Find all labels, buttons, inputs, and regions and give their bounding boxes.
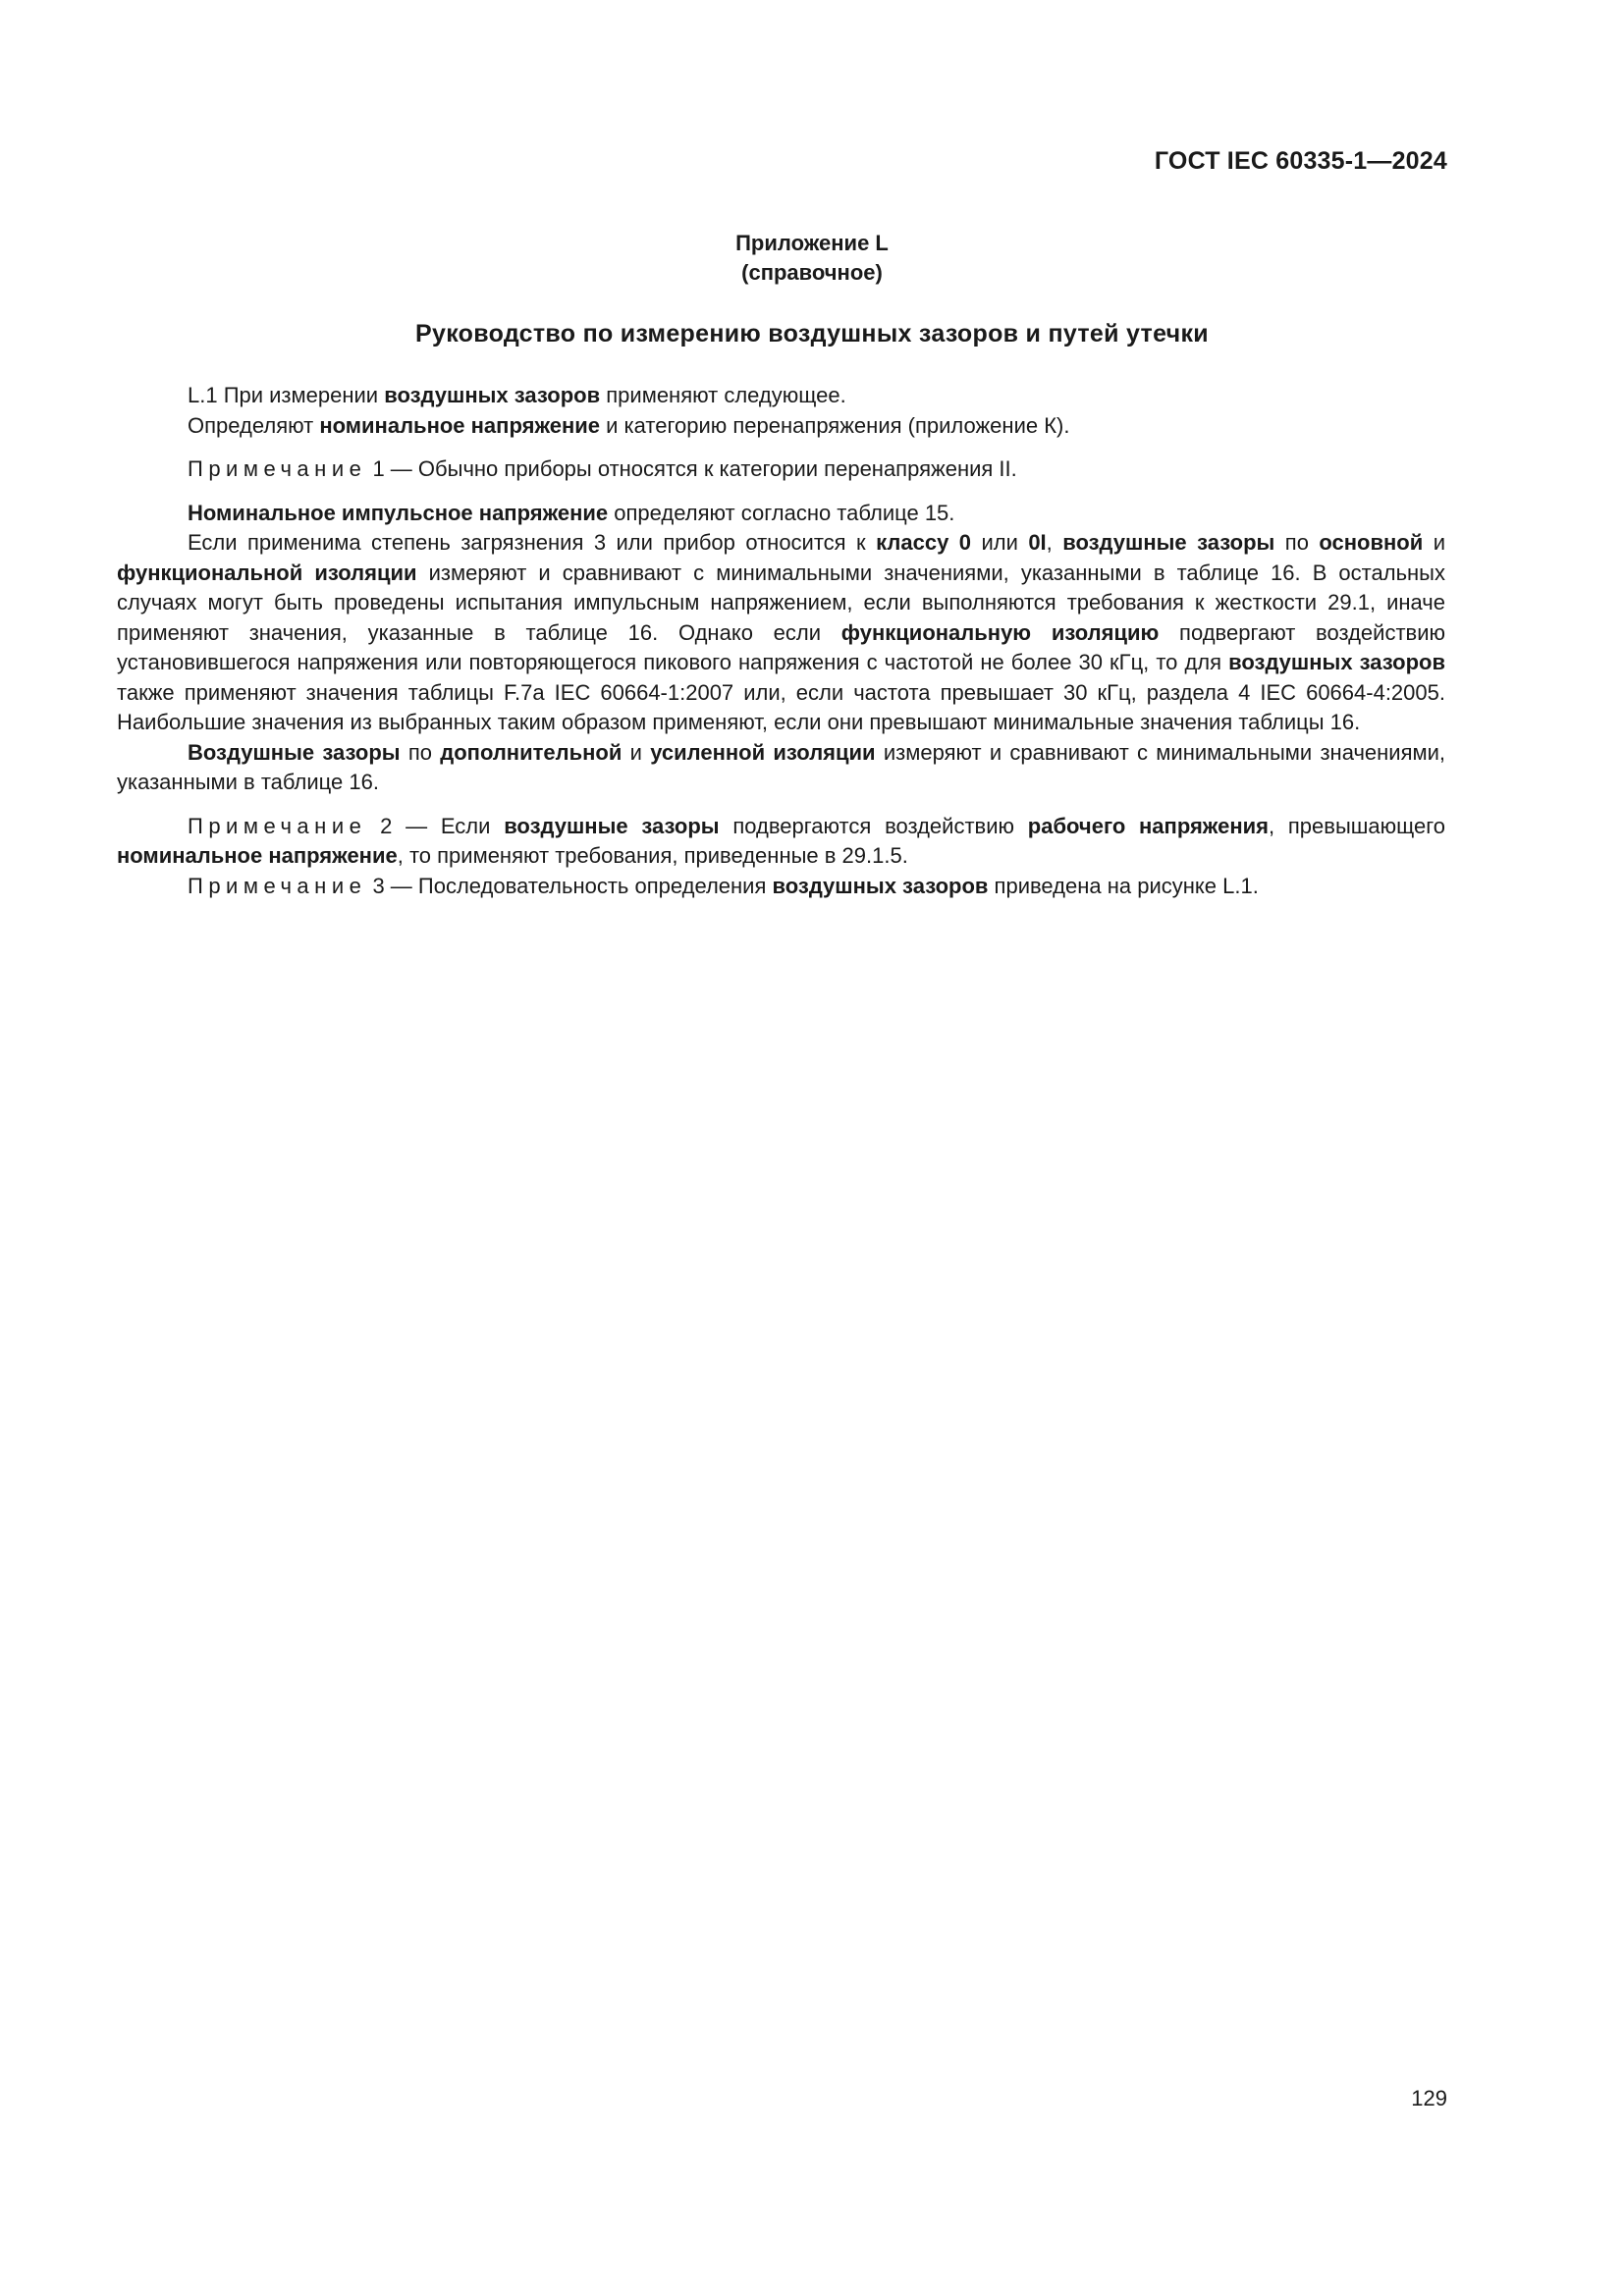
note-label: Примечание <box>188 456 367 481</box>
term-bold: номинальное напряжение <box>319 412 601 438</box>
note-label: Примечание <box>188 813 367 838</box>
text-run: подвергают воздействию установившегося напряжения или повторяющегося пикового напряжения с частотой не более 30 кГц, то для <box>117 619 1446 674</box>
paragraph-supplementary-insulation <box>117 738 1445 798</box>
text-run: и <box>1423 530 1446 555</box>
term-bold: номинальное напряжение <box>117 843 398 868</box>
text-run: применяют следующее. <box>600 383 846 407</box>
paragraph-l1 <box>117 381 1445 411</box>
text-run: по <box>400 739 441 765</box>
text-run: 3 — Последовательность определения <box>366 873 773 898</box>
text-run: , превышающего <box>1269 813 1446 838</box>
text-run: измеряют и сравнивают с минимальными значениями, указанными в таблице 16. В остальных случаях могут быть проведены испытания импульсным напряжением, если выполняются требования к жесткости 29.1, иначе применяют значения, указанные в таблице 16. Однако если <box>117 560 1445 645</box>
text-run: 2 — Если <box>366 813 505 838</box>
term-bold: усиленной изоляции <box>650 739 876 765</box>
annex-title: Руководство по измерению воздушных зазоров и путей утечки <box>415 320 1209 347</box>
annex-heading <box>0 229 1624 288</box>
page-number: 129 <box>1411 2086 1447 2110</box>
term-bold: основной <box>1319 530 1424 555</box>
text-run: или <box>971 530 1029 555</box>
text-run: , то применяют требования, приведенные в 29.1.5. <box>397 843 908 868</box>
term-bold: дополнительной <box>440 739 623 765</box>
term-bold: функциональную изоляцию <box>840 619 1160 645</box>
text-run: , <box>1046 530 1063 555</box>
note-2 <box>117 812 1445 872</box>
text-run: и <box>622 739 651 765</box>
term-bold: рабочего напряжения <box>1027 813 1270 838</box>
term-bold: воздушных зазоров <box>772 873 989 898</box>
note-label: Примечание <box>188 873 367 898</box>
term-bold: Воздушные зазоры <box>188 739 401 765</box>
text-run: и категорию перенапряжения (приложение К). <box>600 412 1070 438</box>
note-1 <box>117 454 1445 485</box>
term-bold: функциональной изоляции <box>117 560 417 585</box>
text-run: L.1 При измерении <box>188 383 385 407</box>
term-bold: воздушных зазоров <box>1228 650 1445 674</box>
annex-label: Приложение L <box>735 231 889 255</box>
text-run: подвергаются воздействию <box>719 813 1028 838</box>
annex-type: (справочное) <box>741 260 883 285</box>
text-run: по <box>1274 530 1320 555</box>
text-run: Определяют <box>188 412 320 438</box>
note-3 <box>117 872 1445 902</box>
text-run: 1 — Обычно приборы относятся к категории перенапряжения II. <box>366 456 1017 481</box>
paragraph-impulse-voltage <box>117 499 1445 529</box>
body-text <box>117 381 1445 901</box>
text-run: измеряют и сравнивают с минимальными значениями, указанными в таблице 16. <box>117 739 1446 794</box>
text-run: приведена на рисунке L.1. <box>988 873 1259 898</box>
term-bold: воздушных зазоров <box>384 383 601 407</box>
term-bold: 0I <box>1028 530 1047 555</box>
document-code: ГОСТ IEC 60335-1—2024 <box>1154 147 1447 175</box>
term-bold: Номинальное импульсное напряжение <box>188 500 609 525</box>
paragraph-rated-voltage <box>117 411 1445 442</box>
term-bold: воздушные зазоры <box>504 813 720 838</box>
paragraph-pollution-degree <box>117 528 1445 738</box>
term-bold: классу 0 <box>876 530 971 555</box>
text-run: Если применима степень загрязнения 3 или прибор относится к <box>188 530 877 555</box>
text-run: определяют согласно таблице 15. <box>608 500 955 525</box>
term-bold: воздушные зазоры <box>1062 530 1275 555</box>
text-run: также применяют значения таблицы F.7a IEC 60664-1:2007 или, если частота превышает 30 кГц, раздела 4 IEC 60664-4:2005. Наибольшие значения из выбранных таким образом применяют, если они превышают минимальные значения таблицы 16. <box>117 679 1445 734</box>
